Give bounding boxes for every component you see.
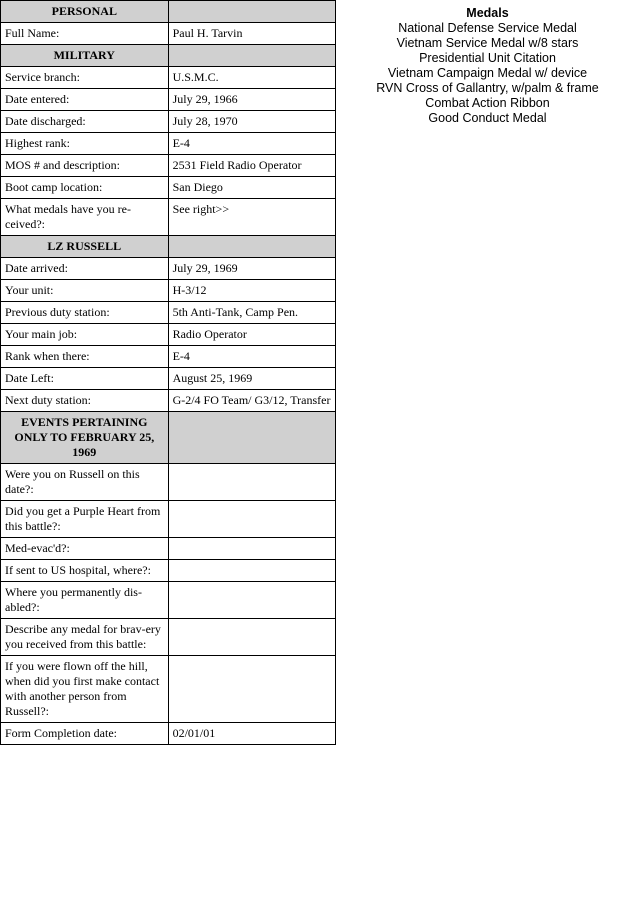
field-label: Previous duty station: <box>1 302 169 324</box>
field-label: Were you on Russell on this date?: <box>1 464 169 501</box>
section-header-blank <box>168 1 335 23</box>
form-row <box>1 582 336 619</box>
field-label: Describe any medal for brav-ery you received from this battle: <box>1 619 169 656</box>
medal-item: National Defense Service Medal <box>398 21 577 35</box>
field-label: Date Left: <box>1 368 169 390</box>
form-row <box>1 111 336 133</box>
form-row <box>1 723 336 745</box>
field-label: Date discharged: <box>1 111 169 133</box>
form-row <box>1 89 336 111</box>
form-row <box>1 656 336 723</box>
field-label: If sent to US hospital, where?: <box>1 560 169 582</box>
field-label: Highest rank: <box>1 133 169 155</box>
section-header-blank <box>168 236 335 258</box>
medal-item: Presidential Unit Citation <box>419 51 556 65</box>
field-value: July 29, 1966 <box>168 89 335 111</box>
field-label: Where you permanently dis-abled?: <box>1 582 169 619</box>
medals-list <box>340 6 635 126</box>
field-label: Full Name: <box>1 23 169 45</box>
medal-item: RVN Cross of Gallantry, w/palm & frame <box>376 81 599 95</box>
field-label: Date entered: <box>1 89 169 111</box>
section-header-events <box>1 412 336 464</box>
field-label: Did you get a Purple Heart from this battle?: <box>1 501 169 538</box>
medal-item: Vietnam Service Medal w/8 stars <box>396 36 579 50</box>
medal-item: Vietnam Campaign Medal w/ device <box>387 66 588 80</box>
section-header-blank <box>168 45 335 67</box>
section-title: MILITARY <box>1 45 169 67</box>
form-row <box>1 302 336 324</box>
medal-item: Combat Action Ribbon <box>425 96 550 110</box>
field-value: Radio Operator <box>168 324 335 346</box>
form-row <box>1 280 336 302</box>
field-value: San Diego <box>168 177 335 199</box>
field-label: If you were flown off the hill, when did you first make contact with another person from Russell?: <box>1 656 169 723</box>
field-value: See right>> <box>168 199 335 236</box>
form-row <box>1 464 336 501</box>
field-value: E-4 <box>168 133 335 155</box>
form-row <box>1 67 336 89</box>
form-row <box>1 133 336 155</box>
form-row <box>1 560 336 582</box>
medals-title: Medals <box>466 6 509 20</box>
form-row <box>1 390 336 412</box>
field-value: August 25, 1969 <box>168 368 335 390</box>
field-value: Paul H. Tarvin <box>168 23 335 45</box>
form-row <box>1 368 336 390</box>
field-label: Med-evac'd?: <box>1 538 169 560</box>
field-value <box>168 464 335 501</box>
medal-item: Good Conduct Medal <box>428 111 547 125</box>
field-label: Boot camp location: <box>1 177 169 199</box>
field-label: Date arrived: <box>1 258 169 280</box>
field-label: Rank when there: <box>1 346 169 368</box>
veteran-form-table <box>0 0 336 745</box>
form-row <box>1 23 336 45</box>
field-value <box>168 501 335 538</box>
section-title: LZ RUSSELL <box>1 236 169 258</box>
section-title: EVENTS PERTAINING ONLY TO FEBRUARY 25, 1969 <box>1 412 169 464</box>
section-header-blank <box>168 412 335 464</box>
field-value: H-3/12 <box>168 280 335 302</box>
form-row <box>1 199 336 236</box>
field-label: What medals have you re-ceived?: <box>1 199 169 236</box>
field-value <box>168 538 335 560</box>
form-row <box>1 538 336 560</box>
field-value: E-4 <box>168 346 335 368</box>
section-title: PERSONAL <box>1 1 169 23</box>
field-label: Next duty station: <box>1 390 169 412</box>
field-value <box>168 560 335 582</box>
field-value: July 29, 1969 <box>168 258 335 280</box>
field-value: G-2/4 FO Team/ G3/12, Transfer <box>168 390 335 412</box>
field-value <box>168 619 335 656</box>
section-header-lz-russell <box>1 236 336 258</box>
field-label: Service branch: <box>1 67 169 89</box>
field-value: U.S.M.C. <box>168 67 335 89</box>
form-row <box>1 324 336 346</box>
field-value: July 28, 1970 <box>168 111 335 133</box>
field-value: 5th Anti-Tank, Camp Pen. <box>168 302 335 324</box>
field-value: 2531 Field Radio Operator <box>168 155 335 177</box>
field-value: 02/01/01 <box>168 723 335 745</box>
form-row <box>1 177 336 199</box>
section-header-personal <box>1 1 336 23</box>
field-label: Your main job: <box>1 324 169 346</box>
form-row <box>1 501 336 538</box>
form-row <box>1 346 336 368</box>
field-value <box>168 582 335 619</box>
field-label: Your unit: <box>1 280 169 302</box>
field-label: Form Completion date: <box>1 723 169 745</box>
form-row <box>1 258 336 280</box>
form-row <box>1 619 336 656</box>
section-header-military <box>1 45 336 67</box>
field-value <box>168 656 335 723</box>
field-label: MOS # and description: <box>1 155 169 177</box>
form-row <box>1 155 336 177</box>
